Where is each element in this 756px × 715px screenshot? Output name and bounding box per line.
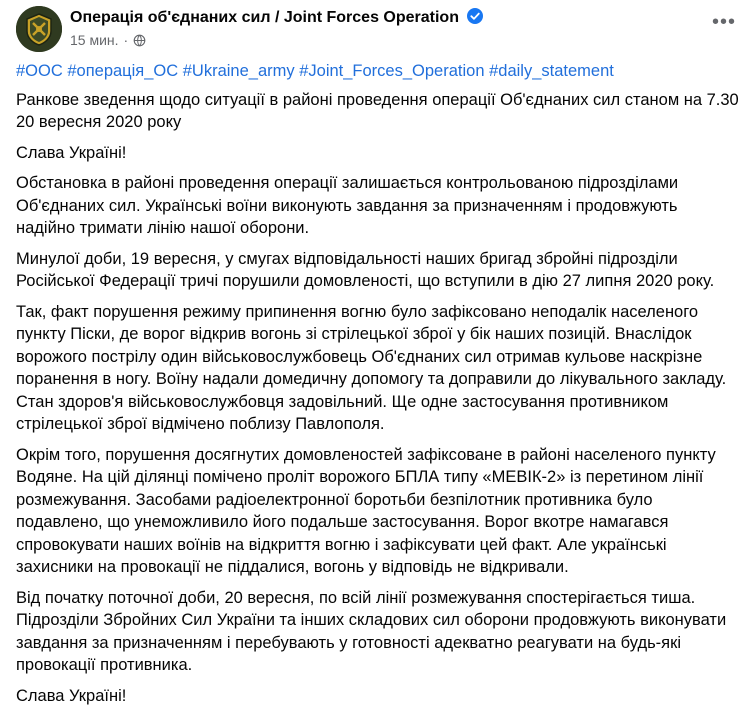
post-paragraph: Слава Україні! bbox=[16, 143, 127, 162]
more-options-icon: ••• bbox=[711, 11, 736, 33]
post-paragraph: Від початку поточної доби, 20 вересня, по всій лінії розмежування спостерігається тиша. Підрозділи Збройних Сил України та інших складових сил оборони продовжують виконувати завдання за призначенням і перебувають у готовності адекватно реагувати на будь-які провокації противника. bbox=[16, 588, 727, 674]
hashtag-link[interactable]: #Joint_Forces_Operation bbox=[299, 62, 485, 80]
post-timestamp[interactable]: 15 мин. bbox=[70, 32, 119, 48]
page-name[interactable] bbox=[70, 8, 483, 27]
post-header bbox=[16, 6, 740, 54]
post-paragraph: Слава Україні! bbox=[16, 686, 127, 705]
hashtag-list bbox=[16, 60, 740, 83]
hashtag-link[interactable]: #daily_statement bbox=[489, 62, 614, 80]
post-paragraph: Окрім того, порушення досягнутих домовленостей зафіксоване в районі населеного пункту Водяне. На цій ділянці помічено проліт ворожого БПЛА типу «МЕВІК-2» із перетином лінії розмежування. Засобами радіоелектронної боротьби безпілотник противника було подавлено, що унеможливило його подальше застосування. Ворог вкотре намагався спровокувати наших воїнів на відкриття вогню і зафіксувати цей факт. Але українські захисники на провокації не піддалися, вогонь у відповідь не відкривали. bbox=[16, 445, 716, 576]
hashtag-link[interactable]: #Ukraine_army bbox=[182, 62, 295, 80]
post-meta bbox=[70, 32, 146, 50]
verified-badge-icon bbox=[467, 8, 483, 24]
post-paragraph: Минулої доби, 19 вересня, у смугах відповідальності наших бригад збройні підрозділи Російської Федерації тричі порушили домовленості, що вступили в дію 27 липня 2020 року. bbox=[16, 249, 715, 290]
meta-separator: · bbox=[123, 32, 129, 48]
globe-icon[interactable] bbox=[133, 34, 146, 50]
hashtag-link[interactable]: #операція_ОС bbox=[67, 62, 179, 80]
post-paragraph: Обстановка в районі проведення операції залишається контрольованою підрозділами Об'єднаних сил. Українські воїни виконують завдання за призначенням і продовжують надійно тримати лінію нашої оборони. bbox=[16, 174, 679, 237]
post-paragraph: Ранкове зведення щодо ситуації в районі проведення операції Об'єднаних сил станом на 7.30 20 вересня 2020 року bbox=[16, 90, 739, 131]
jfo-emblem-icon bbox=[16, 6, 62, 52]
page-name-text[interactable]: Операція об'єднаних сил / Joint Forces Operation bbox=[70, 9, 459, 26]
more-options-button[interactable] bbox=[708, 8, 740, 40]
post-content bbox=[16, 60, 740, 715]
post-paragraph: Так, факт порушення режиму припинення вогню було зафіксовано неподалік населеного пункту Піски, де ворог відкрив вогонь зі стрілецької зброї у бік наших позицій. Внаслідок ворожого пострілу один військовослужбовець Об'єднаних сил отримав кульове наскрізне поранення в ногу. Воїну надали домедичну допомогу та доправили до лікувального закладу. Стан здоров'я військовослужбовця задовільний. Ще одне застосування противником стрілецької зброї відмічено поблизу Павлополя. bbox=[16, 302, 727, 433]
page-avatar[interactable] bbox=[16, 6, 62, 52]
hashtag-link[interactable]: #ООС bbox=[16, 62, 63, 80]
